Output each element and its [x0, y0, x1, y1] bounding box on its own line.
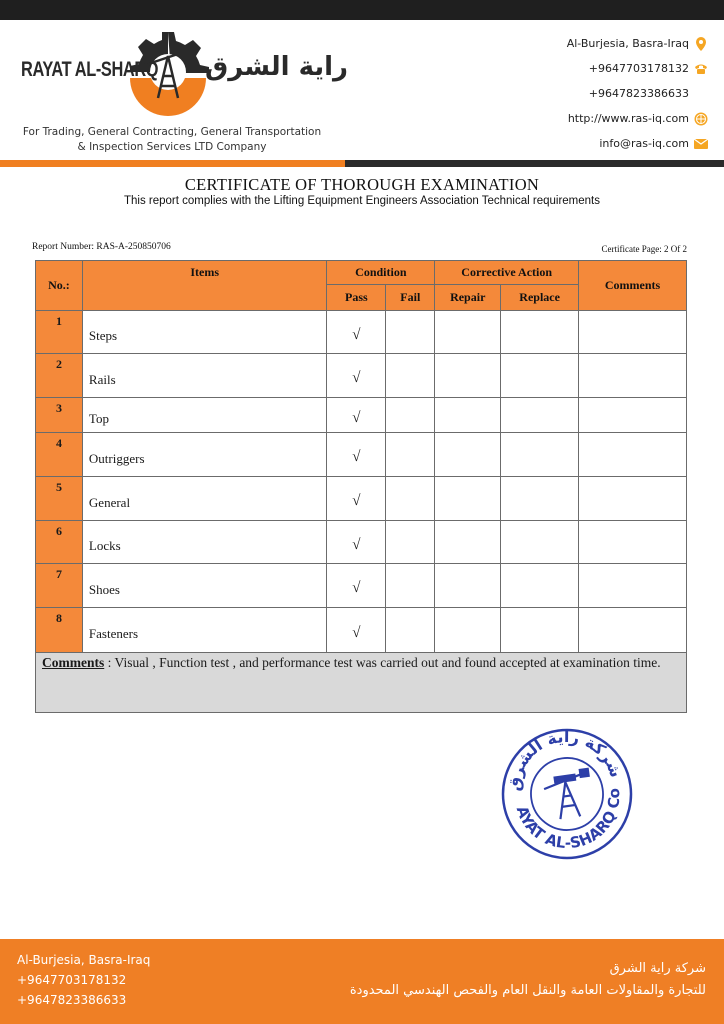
row-repair — [435, 521, 501, 564]
row-item: Shoes — [82, 564, 327, 608]
stamp-text-ar: شركة راية الشرق — [504, 727, 626, 792]
stamp-text-en: RAYAT AL-SHARQ Co. — [512, 787, 624, 853]
row-pass: √ — [327, 477, 386, 521]
footer-arabic-line-2: للتجارة والمقاولات العامة والنقل العام والفحص الهندسي المحدودة — [349, 983, 706, 998]
row-number: 2 — [36, 354, 83, 398]
row-pass: √ — [327, 354, 386, 398]
row-replace — [501, 311, 579, 354]
row-number: 7 — [36, 564, 83, 608]
contact-website[interactable] — [567, 106, 708, 131]
row-repair — [435, 354, 501, 398]
row-fail — [386, 354, 435, 398]
row-pass: √ — [327, 433, 386, 477]
table-row — [36, 564, 687, 608]
row-comments — [579, 477, 687, 521]
comments-row — [36, 653, 687, 713]
header-comments: Comments — [579, 261, 687, 311]
row-number: 6 — [36, 521, 83, 564]
header-divider-dark — [345, 160, 724, 167]
row-item: General — [82, 477, 327, 521]
row-comments — [579, 564, 687, 608]
comments-cell — [36, 653, 687, 713]
row-replace — [501, 521, 579, 564]
header-corrective-action: Corrective Action — [435, 261, 579, 285]
envelope-icon — [694, 137, 708, 151]
row-item: Locks — [82, 521, 327, 564]
company-description — [22, 125, 322, 155]
row-comments — [579, 521, 687, 564]
row-comments — [579, 433, 687, 477]
row-item: Steps — [82, 311, 327, 354]
row-repair — [435, 433, 501, 477]
table-row — [36, 477, 687, 521]
row-pass: √ — [327, 564, 386, 608]
certificate-title: CERTIFICATE OF THOROUGH EXAMINATION — [184, 175, 540, 194]
table-row — [36, 398, 687, 433]
row-item: Rails — [82, 354, 327, 398]
footer-arabic-line-1: شركة راية الشرق — [609, 961, 706, 976]
header-replace: Replace — [501, 285, 579, 311]
row-item: Top — [82, 398, 327, 433]
footer-arabic-name — [350, 958, 706, 1002]
row-replace — [501, 477, 579, 521]
row-number: 5 — [36, 477, 83, 521]
row-comments — [579, 398, 687, 433]
inspection-table — [35, 260, 687, 713]
header-divider-orange — [0, 160, 345, 167]
location-pin-icon — [694, 37, 708, 51]
row-repair — [435, 608, 501, 653]
comments-text: : Visual , Function test , and performance test was carried out and found accepted at examination time. — [104, 655, 661, 670]
header-no: No.: — [36, 261, 83, 311]
contact-address-text: Al-Burjesia, Basra-Iraq — [566, 37, 689, 50]
row-number: 8 — [36, 608, 83, 653]
logo-text-ar: راية الشرق — [205, 52, 349, 82]
row-fail — [386, 564, 435, 608]
row-pass: √ — [327, 311, 386, 354]
contact-phone-2-text: +9647823386633 — [588, 87, 689, 100]
row-replace — [501, 608, 579, 653]
table-row — [36, 521, 687, 564]
row-replace — [501, 433, 579, 477]
comments-label: Comments — [42, 655, 105, 670]
telephone-icon — [694, 62, 708, 76]
footer-phone-2: +9647823386633 — [17, 993, 127, 1007]
table-row — [36, 608, 687, 653]
row-fail — [386, 433, 435, 477]
row-comments — [579, 354, 687, 398]
footer-contacts — [17, 950, 150, 1010]
stamp-derrick-icon — [542, 769, 594, 821]
contact-phone-1 — [567, 56, 708, 81]
contact-phone-2 — [567, 81, 708, 106]
header-pass: Pass — [327, 285, 386, 311]
header-fail: Fail — [386, 285, 435, 311]
row-replace — [501, 398, 579, 433]
header-items: Items — [82, 261, 327, 311]
row-number: 4 — [36, 433, 83, 477]
table-row — [36, 433, 687, 477]
contact-email-text[interactable]: info@ras-iq.com — [599, 137, 689, 150]
row-comments — [579, 311, 687, 354]
row-repair — [435, 477, 501, 521]
contact-address — [567, 31, 708, 56]
contact-phone-1-text: +9647703178132 — [588, 62, 689, 75]
row-repair — [435, 311, 501, 354]
logo-text-en: RAYAT AL-SHARQ — [21, 58, 159, 81]
row-comments — [579, 608, 687, 653]
row-replace — [501, 564, 579, 608]
row-item: Outriggers — [82, 433, 327, 477]
top-dark-bar — [0, 0, 724, 20]
row-fail — [386, 608, 435, 653]
row-fail — [386, 521, 435, 564]
row-number: 1 — [36, 311, 83, 354]
header-repair: Repair — [435, 285, 501, 311]
table-row — [36, 354, 687, 398]
table-row — [36, 311, 687, 354]
row-pass: √ — [327, 398, 386, 433]
row-replace — [501, 354, 579, 398]
certificate-page: Certificate Page: 2 Of 2 — [601, 244, 687, 254]
contact-info — [567, 31, 708, 156]
row-number: 3 — [36, 398, 83, 433]
globe-icon — [694, 112, 708, 126]
contact-email[interactable] — [567, 131, 708, 156]
row-item: Fasteners — [82, 608, 327, 653]
header-condition: Condition — [327, 261, 435, 285]
row-fail — [386, 398, 435, 433]
row-repair — [435, 398, 501, 433]
certificate-subtitle: This report complies with the Lifting Equipment Engineers Association Technical requirements — [123, 195, 600, 207]
row-fail — [386, 311, 435, 354]
row-repair — [435, 564, 501, 608]
row-pass: √ — [327, 521, 386, 564]
report-number: Report Number: RAS-A-250850706 — [32, 242, 171, 252]
contact-website-text[interactable]: http://www.ras-iq.com — [567, 112, 689, 125]
footer-phone-1: +9647703178132 — [17, 973, 127, 987]
row-pass: √ — [327, 608, 386, 653]
row-fail — [386, 477, 435, 521]
footer-address: Al-Burjesia, Basra-Iraq — [17, 953, 151, 967]
company-stamp — [497, 726, 637, 862]
company-description-line-1: For Trading, General Contracting, General Transportation — [22, 126, 322, 138]
company-description-line-2: & Inspection Services LTD Company — [77, 141, 267, 153]
